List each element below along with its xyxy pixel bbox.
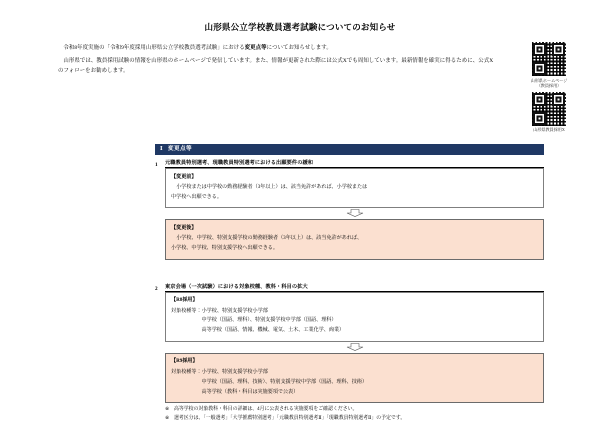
qr-block-x-account[interactable] bbox=[506, 92, 592, 133]
callout-after-1-line1: 小学校、中学校、特別支援学校の勤務経験者（3年以上）は、該当免許があれば、 bbox=[176, 235, 363, 242]
arrow-row-item-2 bbox=[165, 342, 544, 353]
qr-caption-x-line1: 山形県教員採用X bbox=[533, 127, 565, 133]
note-item bbox=[165, 406, 544, 415]
callout-before-2-row2: 中学校（国語、理科）、特別支援学校中学部（国語、理科） bbox=[201, 317, 337, 324]
sub-heading-number-2: 2 bbox=[155, 285, 158, 292]
qr-code-icon[interactable] bbox=[532, 42, 566, 76]
section-header-bar bbox=[155, 144, 544, 155]
intro-paragraph-2: 山形県では、教員採用試験の情報を山形県のホームページで発信しています。また、情報が更新された際には公式Xでも周知しています。最新情報を確実に得るために、公式Xのフォローをお勧めします。 bbox=[58, 57, 494, 75]
sub-heading-text-2: 東京会場（一次試験）における対象校種、教科・科目の拡大 bbox=[165, 283, 544, 292]
sub-heading-text-1: 元職教員特別選考、現職教員特別選考における出願要件の緩和 bbox=[165, 159, 544, 168]
intro-p1-part-c: についてお知らせします。 bbox=[266, 45, 332, 52]
section-spacer bbox=[155, 260, 544, 279]
callout-before-2-row1 bbox=[171, 307, 538, 317]
item-1-boxes bbox=[165, 168, 544, 260]
callout-before-2-value1: 小学校、特別支援学校小学部 bbox=[201, 307, 268, 314]
callout-before-item-2 bbox=[165, 292, 544, 342]
callout-after-item-1 bbox=[165, 219, 544, 259]
note-item bbox=[165, 415, 544, 424]
qr-caption-homepage-line1: 山形県ホームページ bbox=[530, 77, 568, 83]
intro-text bbox=[58, 41, 496, 79]
callout-before-2-row-label: 対象校種等： bbox=[171, 307, 202, 314]
body-block bbox=[0, 144, 600, 424]
qr-caption-homepage-line2: （教員採用） bbox=[536, 83, 562, 89]
document-page bbox=[0, 22, 600, 422]
callout-tag-before-2: 【R8採用】 bbox=[171, 297, 198, 304]
arrow-row-item-1 bbox=[165, 208, 544, 219]
callout-before-1-line1: 小学校または中学校の勤務経験者（3年以上）は、該当免許があれば、小学校または bbox=[176, 183, 368, 190]
callout-after-2-row1 bbox=[171, 368, 538, 378]
down-arrow-icon bbox=[346, 209, 363, 217]
intro-p1-emphasis: 変更点等 bbox=[244, 45, 267, 52]
note-mark: ※ bbox=[165, 416, 170, 422]
sub-heading-item-2 bbox=[155, 283, 544, 292]
page-title: 山形県公立学校教員選考試験についてのお知らせ bbox=[204, 22, 396, 32]
callout-after-item-2 bbox=[165, 353, 544, 403]
qr-code-column bbox=[506, 41, 592, 136]
qr-caption-x-account bbox=[506, 127, 592, 133]
note-text: 高等学校の対象教科・科目の詳細は、4月に公表される実施要項をご確認ください。 bbox=[174, 406, 358, 412]
down-arrow-icon bbox=[346, 343, 363, 351]
callout-after-2-row-label: 対象校種等： bbox=[171, 368, 202, 375]
intro-section bbox=[0, 41, 600, 136]
callout-after-2-row3: 高等学校（教科・科目は実施要項で公表） bbox=[201, 388, 299, 395]
callout-before-1-line2: 中学校へ出願できる。 bbox=[171, 193, 222, 200]
section-numeral: Ⅰ bbox=[160, 146, 164, 153]
qr-block-homepage[interactable] bbox=[506, 42, 592, 89]
qr-caption-homepage bbox=[506, 78, 592, 89]
sub-heading-number-1: 1 bbox=[155, 162, 158, 169]
callout-after-1-line2: 小学校、中学校、特別支援学校へ出願できる。 bbox=[171, 245, 278, 252]
note-mark: ※ bbox=[165, 406, 170, 412]
callout-tag-before-1: 【変更前】 bbox=[171, 173, 197, 180]
qr-code-icon[interactable] bbox=[532, 92, 566, 126]
section-label: 変更点等 bbox=[168, 146, 193, 153]
notes-list bbox=[165, 406, 544, 424]
callout-before-item-1 bbox=[165, 168, 544, 208]
sub-heading-item-1 bbox=[155, 159, 544, 168]
item-2-boxes bbox=[165, 292, 544, 403]
intro-paragraph-1 bbox=[58, 43, 496, 54]
intro-p1-part-a: 令和8年度実施の「令和9年度採用山形県公立学校教員選考試験」における bbox=[63, 45, 245, 52]
callout-before-2-row3: 高等学校（国語、情報、機械、電気、土木、工業化学、商業） bbox=[201, 327, 345, 334]
callout-tag-after-2: 【R9採用】 bbox=[171, 358, 198, 365]
note-text: 選考区分は、「一般選考」「大学推薦特別選考」「元職教員特別選考Ⅱ」「現職教員特別選考Ⅱ」の予定です。 bbox=[174, 416, 406, 422]
callout-after-2-value1: 小学校、特別支援学校小学部 bbox=[201, 368, 268, 375]
callout-after-2-row2: 中学校（国語、理科、技術）、特別支援学校中学部（国語、理科、技術） bbox=[201, 378, 368, 385]
callout-tag-after-1: 【変更後】 bbox=[171, 224, 197, 231]
